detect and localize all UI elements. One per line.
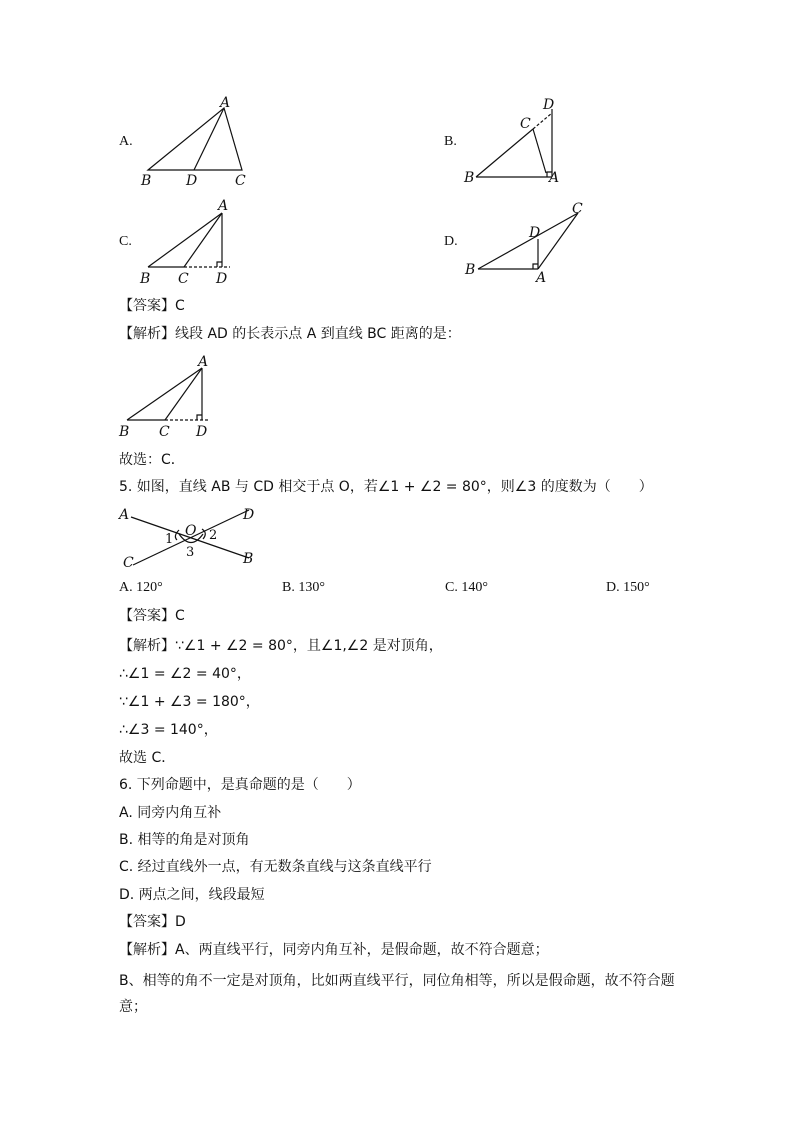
triangle-abc [148,108,242,170]
segment-ba [148,213,222,267]
label-a: A [220,95,231,111]
label-a: A [218,198,229,214]
q5-stem: 5. 如图，直线 AB 与 CD 相交于点 O，若∠1 + ∠2 = 80°，则∠3 的度数为（ ） [119,479,653,495]
label-b: B [464,170,475,186]
right-angle-mark [533,264,538,269]
segment-bc [476,129,533,177]
label-b: B [141,173,152,189]
q6-choice-d: D. 两点之间，线段最短 [119,887,265,903]
segment-ba [127,368,202,420]
label-o: O [185,523,197,539]
label-a: A [198,354,209,370]
q6-analysis-line-1: 【解析】A、两直线平行，同旁内角互补，是假命题，故不符合题意； [119,942,549,958]
label-d: D [529,225,541,241]
segment-cd-dashed [533,113,552,129]
option-b-label: B. [444,134,457,149]
label-c: C [520,116,531,132]
label-c: C [123,555,134,571]
label-c: C [178,271,189,287]
figure-q5 [117,503,267,573]
right-angle-mark [197,415,202,420]
figure-option-d [460,195,595,290]
label-d: D [216,271,228,287]
q5-analysis-line-1: 【解析】∵∠1 + ∠2 = 80°，且∠1,∠2 是对顶角， [119,638,443,654]
label-angle-1: 1 [165,532,174,547]
q6-analysis-line-2: B、相等的角不一定是对顶角，比如两直线平行，同位角相等，所以是假命题，故不符合题意； [119,973,675,1015]
q6-answer: 【答案】D [119,914,186,930]
label-a: A [549,170,560,186]
segment-ac [165,368,202,420]
label-angle-3: 3 [186,545,195,560]
segment-ca [533,129,546,173]
label-angle-2: 2 [209,528,218,543]
q5-answer: 【答案】C [119,608,185,624]
q4-answer: 【答案】C [119,298,185,314]
segment-ac [538,213,578,269]
q6-choice-a: A. 同旁内角互补 [119,805,222,821]
option-d-label: D. [444,234,458,249]
q6-choice-b: B. 相等的角是对顶角 [119,832,250,848]
label-c: C [159,424,170,440]
q5-conclusion: 故选 C． [119,750,176,766]
q5-choice-d: D. 150° [606,580,650,595]
segment-bc [478,213,578,269]
label-b: B [140,271,151,287]
label-d: D [243,507,255,523]
q4-conclusion: 故选：C． [119,452,185,468]
q5-choice-c: C. 140° [445,580,488,595]
figure-option-a [138,95,258,195]
q6-choice-c: C. 经过直线外一点，有无数条直线与这条直线平行 [119,859,432,875]
figure-analysis-q4 [117,350,217,445]
option-a-label: A. [119,134,133,149]
angle-1-arc [175,530,179,540]
segment-ac [184,213,222,267]
label-d: D [196,424,208,440]
q6-stem: 6. 下列命题中，是真命题的是（ ） [119,777,361,793]
figure-option-b [460,95,580,195]
label-b: B [243,551,254,567]
q5-analysis-line-4: ∴∠3 = 140°， [119,722,218,738]
label-c: C [572,201,583,217]
label-b: B [465,262,476,278]
q4-analysis: 【解析】线段 AD 的长表示点 A 到直线 BC 距离的是： [119,326,461,342]
label-d: D [186,173,198,189]
label-b: B [119,424,130,440]
figure-option-c [138,195,258,290]
q5-choice-a: A. 120° [119,580,163,595]
label-c: C [235,173,246,189]
q5-analysis-line-3: ∵∠1 + ∠3 = 180°， [119,694,260,710]
q5-choice-b: B. 130° [282,580,325,595]
label-a: A [119,507,130,523]
right-angle-mark [217,262,222,267]
label-d: D [543,97,555,113]
option-c-label: C. [119,234,132,249]
label-a: A [536,270,547,286]
segment-ad [194,108,224,170]
q5-analysis-line-2: ∴∠1 = ∠2 = 40°， [119,666,251,682]
